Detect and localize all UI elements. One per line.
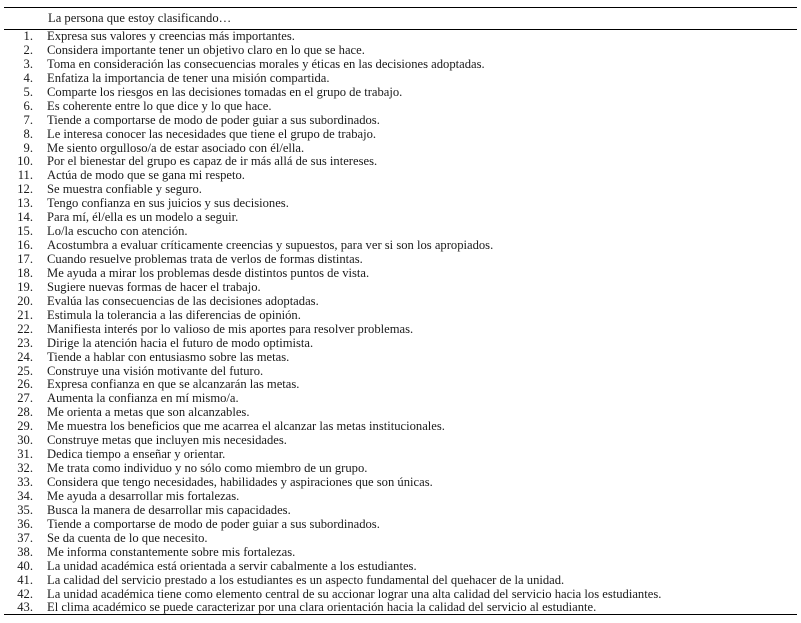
item-number: 25. <box>17 363 33 378</box>
list-item <box>0 378 801 392</box>
item-number: 4. <box>23 70 33 85</box>
list-item <box>0 351 801 365</box>
item-number: 20. <box>17 293 33 308</box>
item-text: Dedica tiempo a enseñar y orientar. <box>47 447 226 462</box>
item-text: Lo/la escucho con atención. <box>47 224 188 239</box>
item-number: 7. <box>23 112 33 127</box>
item-text: Me ayuda a mirar los problemas desde distintos puntos de vista. <box>47 265 370 280</box>
item-number: 11. <box>17 168 33 183</box>
item-number: 10. <box>17 154 33 169</box>
item-text: Construye metas que incluyen mis necesidades. <box>47 433 287 448</box>
list-item <box>0 448 801 462</box>
top-rule <box>4 7 797 8</box>
item-text: Por el bienestar del grupo es capaz de ir más allá de sus intereses. <box>47 154 378 169</box>
list-item <box>0 100 801 114</box>
item-number: 19. <box>17 279 33 294</box>
item-text: Expresa sus valores y creencias más importantes. <box>47 29 295 43</box>
item-text: Toma en consideración las consecuencias morales y éticas en las decisiones adoptadas. <box>47 56 485 71</box>
list-item <box>0 434 801 448</box>
list-item <box>0 281 801 295</box>
item-text: Actúa de modo que se gana mi respeto. <box>47 168 245 183</box>
item-number: 16. <box>17 238 33 253</box>
list-item <box>0 295 801 309</box>
list-item <box>0 72 801 86</box>
item-number: 29. <box>17 419 33 434</box>
list-item <box>0 462 801 476</box>
item-number: 32. <box>17 461 33 476</box>
item-number: 28. <box>17 405 33 420</box>
item-number: 41. <box>17 572 33 587</box>
item-text: Comparte los riesgos en las decisiones tomadas en el grupo de trabajo. <box>47 84 403 99</box>
item-number: 33. <box>17 475 33 489</box>
item-number: 24. <box>17 349 33 364</box>
item-number: 14. <box>17 210 33 225</box>
list-item <box>0 30 801 44</box>
item-text: Busca la manera de desarrollar mis capacidades. <box>47 502 291 517</box>
item-text: Cuando resuelve problemas trata de verlos de formas distintas. <box>47 252 363 266</box>
list-item <box>0 128 801 142</box>
item-number: 6. <box>23 98 33 113</box>
item-text: Sugiere nuevas formas de hacer el trabajo. <box>47 279 261 294</box>
item-number: 9. <box>23 140 33 155</box>
item-number: 5. <box>23 84 33 99</box>
list-item <box>0 211 801 225</box>
item-text: Tiende a comportarse de modo de poder guiar a sus subordinados. <box>47 112 380 127</box>
table-header: La persona que estoy clasificando… <box>48 11 232 25</box>
item-text: Me orienta a metas que son alcanzables. <box>47 405 250 420</box>
item-text: Tiende a comportarse de modo de poder guiar a sus subordinados. <box>47 516 380 531</box>
item-number: 23. <box>17 335 33 350</box>
item-text: Manifiesta interés por lo valioso de mis aportes para resolver problemas. <box>47 321 414 336</box>
list-item <box>0 142 801 156</box>
item-number: 13. <box>17 196 33 211</box>
item-number: 27. <box>17 391 33 406</box>
item-text: Me siento orgulloso/a de estar asociado con él/ella. <box>47 140 305 155</box>
item-text: La unidad académica tiene como elemento central de su accionar lograr una alta calidad del servicio hacia los estudiantes. <box>47 586 662 601</box>
list-item <box>0 518 801 532</box>
list-item <box>0 476 801 490</box>
list-item <box>0 420 801 434</box>
list-item <box>0 490 801 504</box>
item-text: El clima académico se puede caracterizar por una clara orientación hacia la calidad del servicio al estudiante. <box>47 600 597 615</box>
list-item <box>0 574 801 588</box>
item-number: 42. <box>17 586 33 601</box>
list-item <box>0 546 801 560</box>
item-text: Enfatiza la importancia de tener una misión compartida. <box>47 70 330 85</box>
item-text: Se muestra confiable y seguro. <box>47 182 202 197</box>
item-number: 3. <box>23 56 33 71</box>
item-text: Me trata como individuo y no sólo como miembro de un grupo. <box>47 461 368 476</box>
item-text: Evalúa las consecuencias de las decisiones adoptadas. <box>47 293 319 308</box>
item-number: 31. <box>17 447 33 462</box>
item-text: Dirige la atención hacia el futuro de modo optimista. <box>47 335 314 350</box>
item-number: 18. <box>17 265 33 280</box>
item-number: 22. <box>17 321 33 336</box>
item-text: Me informa constantemente sobre mis fortalezas. <box>47 544 296 559</box>
list-item <box>0 44 801 58</box>
list-item <box>0 365 801 379</box>
item-number: 35. <box>17 502 33 517</box>
item-number: 2. <box>23 42 33 57</box>
list-item <box>0 392 801 406</box>
item-text: Tiende a hablar con entusiasmo sobre las metas. <box>47 349 290 364</box>
list-item <box>0 239 801 253</box>
list-item <box>0 114 801 128</box>
list-item <box>0 323 801 337</box>
list-item <box>0 253 801 267</box>
item-number: 37. <box>17 530 33 545</box>
item-text: Tengo confianza en sus juicios y sus decisiones. <box>47 196 289 211</box>
item-number: 34. <box>17 488 33 503</box>
list-item <box>0 169 801 183</box>
item-number: 43. <box>17 600 33 615</box>
list-item <box>0 560 801 574</box>
list-item <box>0 58 801 72</box>
list-item <box>0 225 801 239</box>
item-number: 1. <box>23 29 33 43</box>
item-number: 8. <box>23 126 33 141</box>
bottom-rule <box>4 614 797 615</box>
item-number: 36. <box>17 516 33 531</box>
list-item <box>0 197 801 211</box>
item-text: La calidad del servicio prestado a los estudiantes es un aspecto fundamental del quehacer de la unidad. <box>47 572 565 587</box>
list-item <box>0 504 801 518</box>
item-text: Aumenta la confianza en mí mismo/a. <box>47 391 239 406</box>
list-item <box>0 267 801 281</box>
list-item <box>0 406 801 420</box>
item-number: 12. <box>17 182 33 197</box>
item-text: Expresa confianza en que se alcanzarán las metas. <box>47 377 300 392</box>
item-number: 17. <box>17 252 33 266</box>
list-item <box>0 86 801 100</box>
item-text: La unidad académica está orientada a servir cabalmente a los estudiantes. <box>47 558 417 573</box>
list-item <box>0 183 801 197</box>
item-number: 26. <box>17 377 33 392</box>
item-text: Me muestra los beneficios que me acarrea el alcanzar las metas institucionales. <box>47 419 445 434</box>
item-number: 40. <box>17 558 33 573</box>
item-text: Me ayuda a desarrollar mis fortalezas. <box>47 488 240 503</box>
item-text: Estimula la tolerancia a las diferencias de opinión. <box>47 307 301 322</box>
item-text: Considera importante tener un objetivo claro en lo que se hace. <box>47 42 365 57</box>
list-item <box>0 532 801 546</box>
list-item <box>0 588 801 602</box>
item-list <box>0 30 801 615</box>
item-text: Para mí, él/ella es un modelo a seguir. <box>47 210 239 225</box>
list-item <box>0 155 801 169</box>
list-item <box>0 309 801 323</box>
item-number: 15. <box>17 224 33 239</box>
item-text: Construye una visión motivante del futuro. <box>47 363 264 378</box>
item-text: Se da cuenta de lo que necesito. <box>47 530 208 545</box>
item-number: 30. <box>17 433 33 448</box>
item-number: 21. <box>17 307 33 322</box>
item-number: 38. <box>17 544 33 559</box>
item-text: Considera que tengo necesidades, habilidades y aspiraciones que son únicas. <box>47 475 433 489</box>
item-text: Le interesa conocer las necesidades que tiene el grupo de trabajo. <box>47 126 377 141</box>
item-text: Es coherente entre lo que dice y lo que hace. <box>47 98 272 113</box>
list-item <box>0 337 801 351</box>
item-text: Acostumbra a evaluar críticamente creencias y supuestos, para ver si son los apropiados. <box>47 238 494 253</box>
